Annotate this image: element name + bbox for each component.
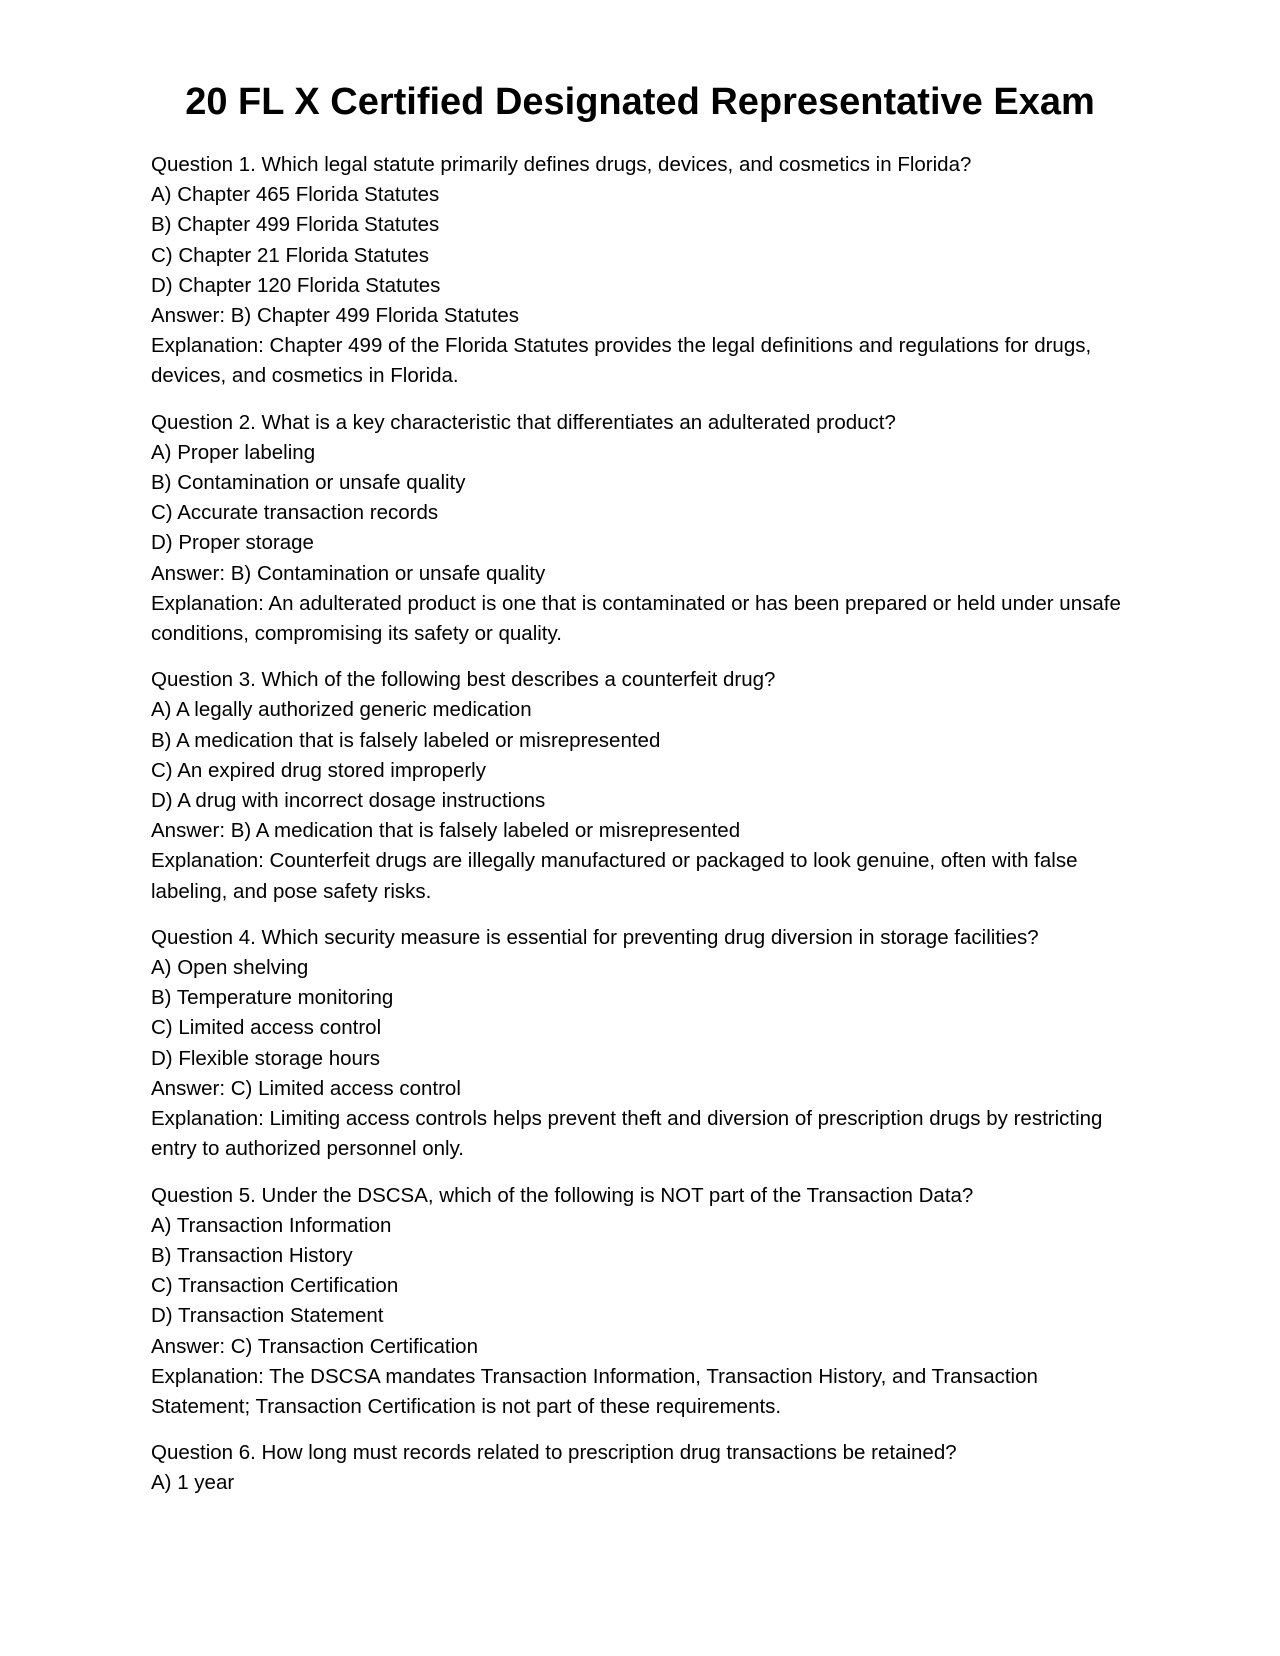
answer-text: Answer: C) Limited access control: [151, 1076, 461, 1100]
option-a: A) Open shelving: [151, 956, 309, 980]
option-d: D) Chapter 120 Florida Statutes: [151, 273, 441, 297]
option-d: D) Transaction Statement: [151, 1304, 384, 1328]
answer-text: Answer: B) A medication that is falsely labeled or misrepresented: [151, 819, 741, 843]
option-a: A) Transaction Information: [151, 1213, 392, 1237]
question-block-2: [151, 408, 1141, 650]
option-b: B) Chapter 499 Florida Statutes: [151, 213, 440, 237]
question-block-4: [151, 923, 1141, 1165]
question-text: Question 5. Under the DSCSA, which of the following is NOT part of the Transaction Data?: [151, 1183, 974, 1207]
option-a: A) Chapter 465 Florida Statutes: [151, 183, 440, 207]
question-block-6: [151, 1438, 1141, 1498]
option-d: D) A drug with incorrect dosage instructions: [151, 789, 546, 813]
question-block-5: [151, 1181, 1141, 1423]
option-b: B) Temperature monitoring: [151, 986, 394, 1010]
option-b: B) Transaction History: [151, 1243, 353, 1267]
question-list: [151, 150, 1141, 1515]
answer-text: Answer: B) Contamination or unsafe quality: [151, 561, 546, 585]
question-text: Question 2. What is a key characteristic that differentiates an adulterated product?: [151, 410, 896, 434]
option-c: C) Chapter 21 Florida Statutes: [151, 243, 430, 267]
option-d: D) Flexible storage hours: [151, 1046, 381, 1070]
question-text: Question 1. Which legal statute primarily defines drugs, devices, and cosmetics in Florida?: [151, 153, 972, 176]
option-c: C) Accurate transaction records: [151, 501, 439, 525]
question-block-1: [151, 150, 1141, 392]
option-d: D) Proper storage: [151, 531, 314, 555]
question-text: Question 3. Which of the following best describes a counterfeit drug?: [151, 668, 776, 692]
option-c: C) Limited access control: [151, 1016, 382, 1040]
explanation-text: Explanation: Counterfeit drugs are illegally manufactured or packaged to look genuine, often with false labeling, and pose safety risks.: [151, 849, 1078, 903]
answer-text: Answer: B) Chapter 499 Florida Statutes: [151, 304, 520, 328]
explanation-text: Explanation: An adulterated product is one that is contaminated or has been prepared or held under unsafe conditions, compromising its safety or quality.: [151, 591, 1121, 646]
document-title: 20 FL X Certified Designated Representative Exam: [185, 81, 1095, 123]
explanation-text: Explanation: The DSCSA mandates Transaction Information, Transaction History, and Transaction Statement; Transaction Certification is not part of these requirements.: [151, 1364, 1038, 1418]
option-b: B) A medication that is falsely labeled or misrepresented: [151, 728, 661, 752]
option-c: C) An expired drug stored improperly: [151, 758, 486, 782]
explanation-text: Explanation: Limiting access controls helps prevent theft and diversion of prescription drugs by restricting entry to authorized personnel only.: [151, 1107, 1103, 1161]
option-a: A) A legally authorized generic medication: [151, 698, 532, 722]
option-a: A) Proper labeling: [151, 440, 316, 464]
explanation-text: Explanation: Chapter 499 of the Florida Statutes provides the legal definitions and regulations for drugs, devices, and cosmetics in Florida.: [151, 334, 1092, 388]
option-b: B) Contamination or unsafe quality: [151, 471, 466, 495]
option-a: A) 1 year: [151, 1471, 235, 1495]
option-c: C) Transaction Certification: [151, 1274, 399, 1298]
question-block-3: [151, 665, 1141, 907]
question-text: Question 4. Which security measure is essential for preventing drug diversion in storage facilities?: [151, 925, 1039, 949]
answer-text: Answer: C) Transaction Certification: [151, 1334, 478, 1358]
question-text: Question 6. How long must records related to prescription drug transactions be retained?: [151, 1441, 957, 1465]
